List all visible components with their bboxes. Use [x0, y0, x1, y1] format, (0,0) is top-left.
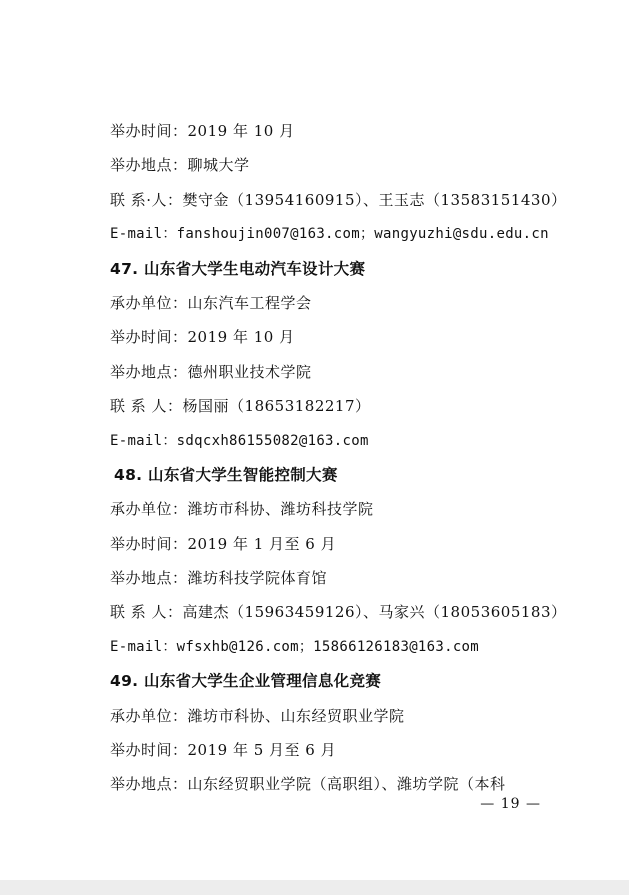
text-line: 承办单位：潍坊市科协、山东经贸职业学院 — [110, 706, 405, 725]
text-line: 举办地点：潍坊科技学院体育馆 — [110, 569, 328, 588]
text-line: 承办单位：山东汽车工程学会 — [110, 293, 312, 312]
text-line: 联 系·人：樊守金（13954160915）、王玉志（13583151430） — [110, 190, 567, 209]
page-number: — 19 — — [480, 796, 541, 812]
text-line: 举办地点：德州职业技术学院 — [110, 362, 312, 381]
text-line: 承办单位：潍坊市科协、潍坊科技学院 — [110, 500, 374, 519]
email-line: E-mail：fanshoujin007@163.com；wangyuzhi@sdu.edu.cn — [110, 226, 549, 243]
section-heading-49: 49. 山东省大学生企业管理信息化竞赛 — [110, 672, 382, 691]
text-line: 举办地点：聊城大学 — [110, 156, 250, 175]
text-line: 联 系 人：杨国丽（18653182217） — [110, 397, 371, 416]
text-line: 举办时间：2019 年 5 月至 6 月 — [110, 741, 337, 760]
email-line: E-mail：sdqcxh86155082@163.com — [110, 432, 369, 449]
text-line: 举办时间：2019 年 10 月 — [110, 328, 295, 347]
email-line: E-mail：wfsxhb@126.com；15866126183@163.com — [110, 638, 480, 655]
document-body — [110, 118, 600, 806]
text-line: 举办时间：2019 年 1 月至 6 月 — [110, 534, 337, 553]
text-line: 联 系 人：高建杰（15963459126）、马家兴（18053605183） — [110, 603, 567, 622]
text-line: 举办地点：山东经贸职业学院（高职组）、潍坊学院（本科 — [110, 775, 506, 794]
section-heading-48: 48. 山东省大学生智能控制大赛 — [114, 465, 338, 484]
bottom-strip — [0, 880, 629, 895]
section-heading-47: 47. 山东省大学生电动汽车设计大赛 — [110, 259, 366, 278]
text-line: 举办时间：2019 年 10 月 — [110, 122, 295, 140]
